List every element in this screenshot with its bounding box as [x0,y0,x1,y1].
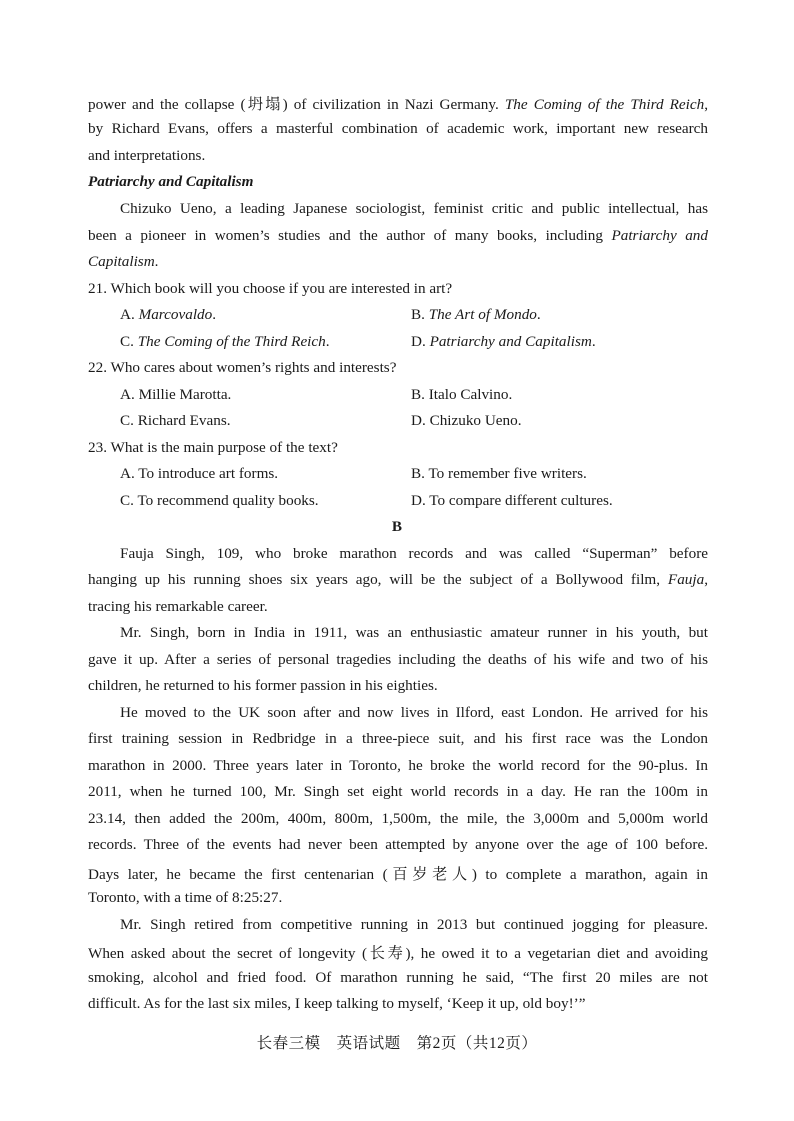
answer-option: B. To remember five writers. [411,465,587,482]
answer-option: B. The Art of Mondo. [411,306,541,323]
text-run: , [704,571,708,588]
passage-b-line: records. Three of the events had never been attempted by anyone over the age of 100 before. [88,836,708,853]
passage-b-line: When asked about the secret of longevity (长寿), he owed it to a vegetarian diet and avoiding [88,945,708,962]
passage-a-line: by Richard Evans, offers a masterful combination of academic work, important new research [88,120,708,137]
passage-a-line [88,93,708,114]
answer-option: A. Marcovaldo. [120,306,217,323]
book-title: Patriarchy and [611,227,708,244]
question-stem: 23. What is the main purpose of the text? [88,439,338,456]
passage-a-line [88,253,708,271]
passage-b-line: gave it up. After a series of personal tragedies including the deaths of his wife and two of his [88,651,708,668]
book-title: The Coming of the Third Reich [504,96,705,113]
text-run: power and the collapse (坍塌) of civilization in Nazi Germany. [88,96,505,113]
section-label: B [391,518,403,535]
passage-b-line [88,571,708,589]
answer-option: D. To compare different cultures. [411,492,613,509]
answer-option: B. Italo Calvino. [411,386,513,403]
text-run: , [704,96,708,113]
answer-option: A. To introduce art forms. [120,465,279,482]
passage-b-line: children, he returned to his former passion in his eighties. [88,677,438,694]
passage-b-line: first training session in Redbridge in a three-piece suit, and his first race was the London [88,730,708,747]
passage-b-line: Fauja Singh, 109, who broke marathon records and was called “Superman” before [120,545,708,562]
passage-b-line: Toronto, with a time of 8:25:27. [88,889,283,906]
question-stem: 22. Who cares about women’s rights and interests? [88,359,397,376]
passage-b-line: smoking, alcohol and fried food. Of marathon running he said, “The first 20 miles are not [88,969,708,986]
passage-b-line: Mr. Singh retired from competitive running in 2013 but continued jogging for pleasure. [120,916,708,933]
answer-option: D. Chizuko Ueno. [411,412,522,429]
passage-b-line: 2011, when he turned 100, Mr. Singh set eight world records in a day. He ran the 100m in [88,783,708,800]
section-heading: Patriarchy and Capitalism [88,173,254,190]
passage-b-line: He moved to the UK soon after and now lives in Ilford, east London. He arrived for his [120,704,708,721]
passage-a-line: Chizuko Ueno, a leading Japanese sociologist, feminist critic and public intellectual, has [120,200,708,217]
answer-option: A. Millie Marotta. [120,386,232,403]
film-title: Fauja [667,571,705,588]
answer-option: C. To recommend quality books. [120,492,319,509]
text-run: . [154,253,159,270]
question-stem: 21. Which book will you choose if you are interested in art? [88,280,453,297]
passage-b-line: marathon in 2000. Three years later in Toronto, he broke the world record for the 90-plus. In [88,757,708,774]
text-run: been a pioneer in women’s studies and the author of many books, including [88,227,612,244]
passage-b-line: difficult. As for the last six miles, I keep talking to myself, ‘Keep it up, old boy!’” [88,995,586,1012]
passage-b-line: 23.14, then added the 200m, 400m, 800m, 1,500m, the mile, the 3,000m and 5,000m world [88,810,708,827]
passage-a-line [88,227,708,245]
book-title: Capitalism [88,253,155,270]
page-footer: 长春三模 英语试题 第2页（共12页） [256,1035,538,1052]
passage-b-line: Mr. Singh, born in India in 1911, was an enthusiastic amateur runner in his youth, but [120,624,708,641]
answer-option: D. Patriarchy and Capitalism. [411,333,596,350]
passage-a-line: and interpretations. [88,147,206,164]
text-run: hanging up his running shoes six years ago, will be the subject of a Bollywood film, [88,571,668,588]
answer-option: C. The Coming of the Third Reich. [120,333,330,350]
passage-b-line: Days later, he became the first centenarian (百岁老人) to complete a marathon, again in [88,866,708,883]
passage-b-line: tracing his remarkable career. [88,598,268,615]
answer-option: C. Richard Evans. [120,412,231,429]
